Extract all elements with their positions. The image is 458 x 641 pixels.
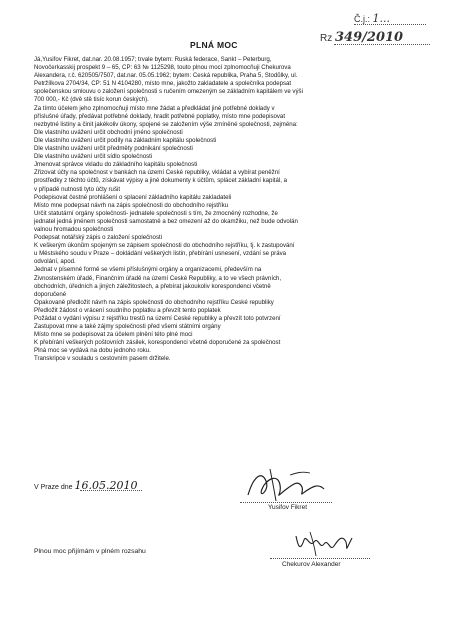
body-line: příslušné úřady, předávat potřebné doklady, hradit potřebné poplatky, místo mne podepisovat: [34, 112, 286, 120]
body-line: Jednat v písemné formě se všemi příslušnými orgány a organizacemi, především na: [34, 266, 262, 274]
body-line: Transkripce v souladu s cestovním pasem držitele.: [34, 355, 171, 363]
body-line: Živnostenském úřadě, Finančním úřadě na území České Republiky, a to ve všech právních,: [34, 274, 282, 282]
body-line: 700 000,- Kč (dvě stě tisíc korun českých).: [34, 96, 149, 104]
stamp-line-2-prefix: Rz: [320, 33, 333, 44]
handwritten-date: 16.05.2010: [74, 479, 138, 492]
body-line: Dle vlastního uvážení určit sídlo společnosti: [34, 153, 153, 161]
body-line: Dle vlastního uvážení určit obchodní jméno společnosti: [34, 128, 183, 136]
body-line: Alexandera, r.č. 620505/7507, dat.nar. 05.05.1962; bytem: Česká republika, Praha 5, Stodůlky, ul.: [34, 72, 298, 80]
body-line: Zřizovat účty na společnost v bankách na území České republiky, vkládat a vybírat peněžní: [34, 169, 280, 177]
document-body: [34, 56, 430, 364]
body-line: Místo mne podepsat návrh na zápis společnosti do obchodního rejstříku: [34, 201, 229, 209]
body-line: Dle vlastního uvážení určit podíly na základním kapitálu společnosti: [34, 136, 217, 144]
signature-chekurov: [290, 528, 360, 558]
body-line: Předložit žádost o vrácení soudního poplatku a převzít tento poplatek: [34, 306, 221, 314]
stamp-line-1-hand: 1...: [372, 12, 391, 25]
body-line: Místo mne se podepisovat za účelem plnění této plné moci: [34, 331, 193, 339]
body-line: K přebírání veškerých poštovních zásilek, korespondenci včetně doporučené za společnost: [34, 339, 281, 347]
body-line: Zastupovat mne a také zájmy společnosti před všemi státními orgány: [34, 323, 221, 331]
body-line: Dle vlastního uvážení určit předměty podnikání společnosti: [34, 145, 193, 153]
body-line: valnou hromadou společnosti: [34, 225, 114, 233]
body-line: Jmenovat správce vkladu do základního kapitálu společnosti: [34, 161, 198, 169]
body-line: K veškerým úkonům spojeným se zápisem společnosti do obchodního rejstříku, tj. k zastupování: [34, 242, 295, 250]
acceptance-statement: Plnou moc přijímám v plném rozsahu: [34, 548, 146, 555]
body-line: prostředky z těchto účtů, získávat výpisy a jiné dokumenty k účtům, splácet základní kapitál, a: [34, 177, 288, 185]
body-line: nezbytné listiny a činit jakékoliv úkony, spojené se založením výše zmíněné společnosti, zejména:: [34, 120, 298, 128]
body-line: v případě nutnosti tyto účty rušit: [34, 185, 121, 193]
stamp-line-1-prefix: Č.j.:: [354, 14, 371, 24]
date-prefix: V Praze dne: [34, 484, 73, 491]
signer-2-name: Chekurov Alexander: [282, 561, 341, 568]
body-line: Za tímto účelem jeho zplnomocňuji místo mne žádat a předkládat jiné potřebné doklady v: [34, 104, 275, 112]
document-title: PLNÁ MOC: [190, 40, 238, 50]
registry-stamp: [320, 6, 432, 48]
body-line: u Městského soudu v Praze – dokládání veškerých listin, přebírání usnesení, vzdání se práva: [34, 250, 287, 258]
signature-yusifov: [240, 465, 330, 505]
body-line: společenskou smlouvu o založení společnosti s ručením omezeným se základním kapitálem ve výši: [34, 88, 303, 96]
body-line: Plná moc se vydává na dobu jednoho roku.: [34, 347, 151, 355]
body-line: Já,Yusifov Fikret, dat.nar. 20.08.1957; trvale bytem: Ruská federace, Sankt – Peterburg,: [34, 56, 272, 63]
stamp-line-2: [320, 30, 403, 45]
body-line: Podepsat notářský zápis o založení společnosti: [34, 234, 163, 242]
body-line: Určit statutární orgány společnosti- jednatele společnosti s tím, že zmocněný rozhodne, že: [34, 209, 278, 217]
body-line: odvolání, apod.: [34, 258, 76, 266]
body-line: jednatel jedná jménem společnosti samostatně a bez omezení až do okamžiku, než bude odvolán: [34, 217, 298, 225]
body-line: Novočerkasskij prospekt 9 – 65, CP: 63 № 1125298, touto plnou mocí zplnomocňuji Chekurova: [34, 64, 291, 72]
body-line: Petržílkova 2704/34, CP: 51 N 4104280, místo mne, jakožto zakladatele a společníka podepsat: [34, 80, 292, 88]
body-line: Podepisovat čestné prohlášení o splacení základního kapitálu zakladateli: [34, 193, 232, 201]
body-line: Opakovaně předložit návrh na zápis společnosti do obchodního rejstříku České republiky: [34, 298, 274, 306]
body-line: obchodních, úředních a jiných záležitostech, a přebírat jakoukoliv korespondenci včetně: [34, 282, 271, 290]
stamp-registry-number: 349/2010: [335, 30, 404, 45]
body-line: Požádat o vydání výpisu z rejstříku trestů na území České republiky a převzít toto potvrzení: [34, 315, 281, 322]
signer-1-name: Yusifov Fikret: [268, 504, 308, 511]
body-line: doporučené: [34, 290, 67, 298]
